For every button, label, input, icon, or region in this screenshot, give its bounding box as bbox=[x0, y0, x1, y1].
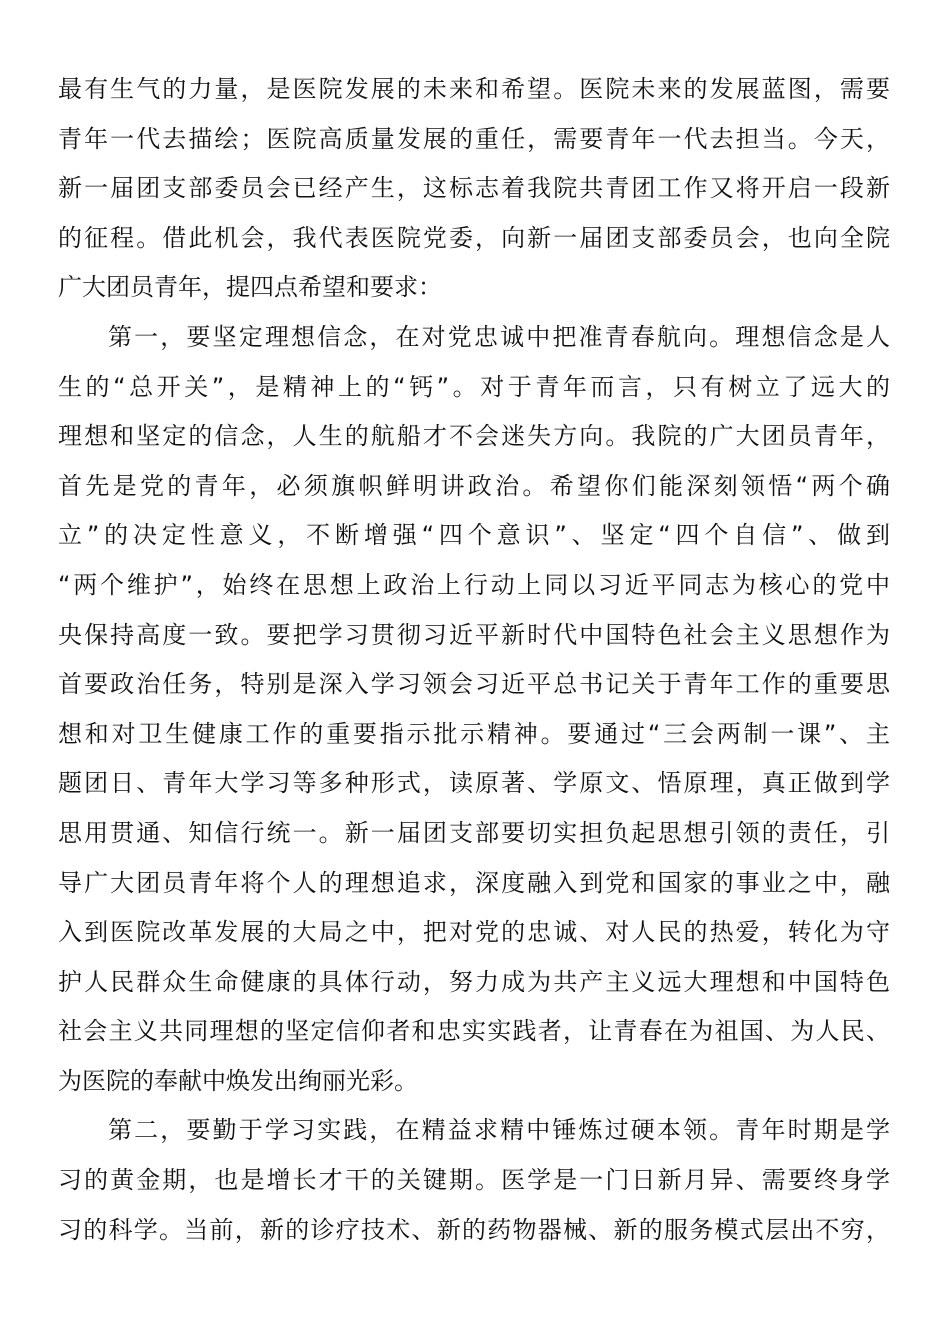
document-page bbox=[58, 65, 890, 1255]
text-line: 思用贯通、知信行统一。新一届团支部要切实担负起思想引领的责任，引 bbox=[58, 818, 890, 847]
text-line: 生的“总开关”，是精神上的“钙”。对于青年而言，只有树立了远大的 bbox=[58, 372, 890, 401]
text-line: 的征程。借此机会，我代表医院党委，向新一届团支部委员会，也向全院 bbox=[58, 223, 890, 252]
text-line: 青年一代去描绘；医院高质量发展的重任，需要青年一代去担当。今天， bbox=[58, 124, 890, 153]
text-line: 第二，要勤于学习实践，在精益求精中锤炼过硬本领。青年时期是学 bbox=[108, 1116, 890, 1145]
text-line: 题团日、青年大学习等多种形式，读原著、学原文、悟原理，真正做到学 bbox=[58, 769, 890, 798]
text-line: 社会主义共同理想的坚定信仰者和忠实实践者，让青春在为祖国、为人民、 bbox=[58, 1017, 890, 1046]
text-line: 护人民群众生命健康的具体行动，努力成为共产主义远大理想和中国特色 bbox=[58, 967, 890, 996]
text-line: 第一，要坚定理想信念，在对党忠诚中把准青春航向。理想信念是人 bbox=[108, 322, 890, 351]
text-line: 导广大团员青年将个人的理想追求，深度融入到党和国家的事业之中，融 bbox=[58, 868, 890, 897]
text-line: 最有生气的力量，是医院发展的未来和希望。医院未来的发展蓝图，需要 bbox=[58, 75, 890, 103]
paragraph bbox=[58, 1106, 890, 1255]
text-line: 习的黄金期，也是增长才干的关键期。医学是一门日新月异、需要终身学 bbox=[58, 1166, 890, 1195]
text-line: 首先是党的青年，必须旗帜鲜明讲政治。希望你们能深刻领悟“两个确 bbox=[58, 471, 890, 500]
text-line: 为医院的奉献中焕发出绚丽光彩。 bbox=[58, 1066, 418, 1095]
paragraph bbox=[58, 313, 890, 1107]
text-line: 首要政治任务，特别是深入学习领会习近平总书记关于青年工作的重要思 bbox=[58, 670, 890, 699]
text-line: 入到医院改革发展的大局之中，把对党的忠诚、对人民的热爱，转化为守 bbox=[58, 918, 890, 947]
paragraph bbox=[58, 65, 890, 313]
text-line: 习的科学。当前，新的诊疗技术、新的药物器械、新的服务模式层出不穷， bbox=[58, 1215, 890, 1244]
text-line: 理想和坚定的信念，人生的航船才不会迷失方向。我院的广大团员青年， bbox=[58, 422, 890, 451]
text-line: 新一届团支部委员会已经产生，这标志着我院共青团工作又将开启一段新 bbox=[58, 174, 890, 203]
text-line: “两个维护”，始终在思想上政治上行动上同以习近平同志为核心的党中 bbox=[58, 570, 890, 599]
text-line: 央保持高度一致。要把学习贯彻习近平新时代中国特色社会主义思想作为 bbox=[58, 620, 890, 649]
text-line: 立”的决定性意义，不断增强“四个意识”、坚定“四个自信”、做到 bbox=[58, 521, 890, 550]
text-line: 广大团员青年，提四点希望和要求： bbox=[58, 273, 442, 302]
text-line: 想和对卫生健康工作的重要指示批示精神。要通过“三会两制一课”、主 bbox=[58, 719, 890, 748]
